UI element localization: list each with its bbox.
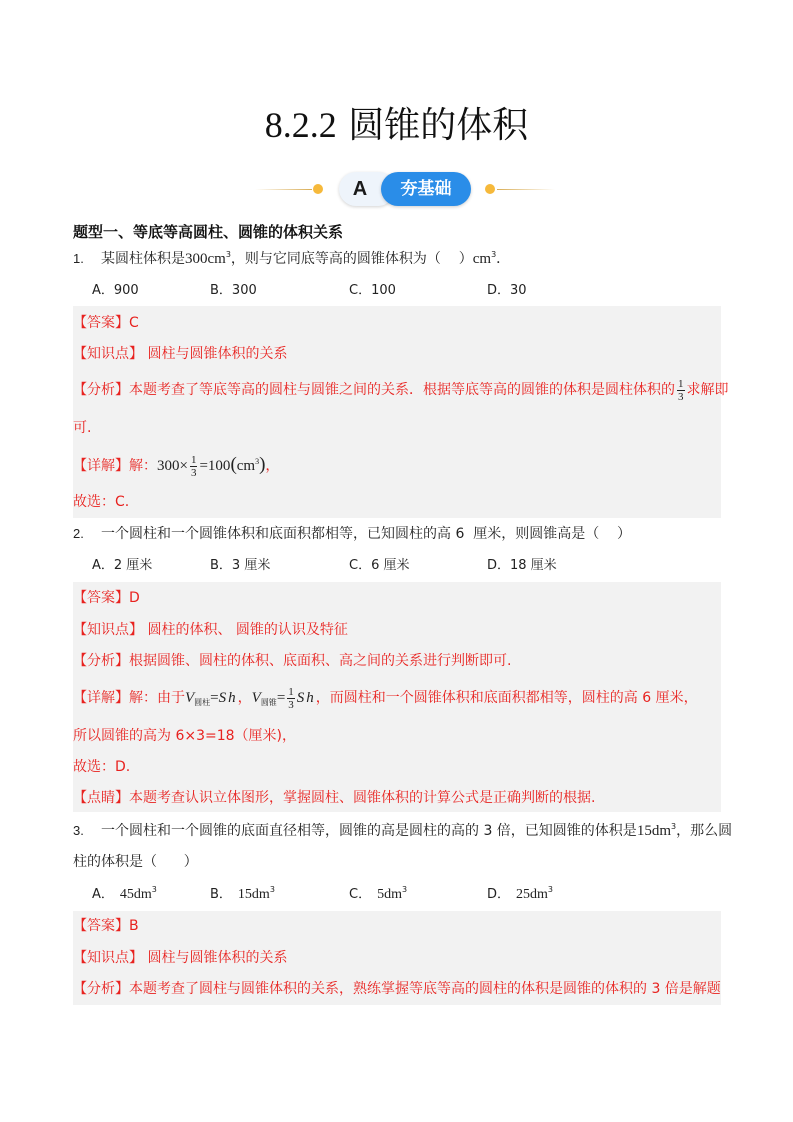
banner-label: 夯基础: [381, 172, 471, 206]
question-1-option-a: A．900: [92, 283, 139, 298]
stem-math: 15dm: [636, 823, 671, 839]
question-1-option-b: B．300: [210, 283, 257, 298]
question-2-comment: 【点睛】本题考查认识立体图形，掌握圆柱、圆锥体积的计算公式是正确判断的根据.: [73, 790, 596, 806]
stem-text: ．: [496, 251, 511, 267]
option-value: 5dm: [377, 887, 402, 902]
question-3-answer: 【答案】B: [73, 918, 139, 934]
detail-label: 【详解】解：由于: [73, 690, 185, 706]
question-3-option-a: [92, 885, 157, 905]
question-1-answer: 【答案】C: [73, 315, 139, 331]
question-2-option-a: A．2 厘米: [92, 558, 153, 573]
question-1-analysis: [73, 375, 729, 405]
banner-line-left: [255, 189, 312, 190]
fraction-numerator: 1: [190, 453, 197, 466]
question-2-option-d: D．18 厘米: [487, 558, 557, 573]
question-3-option-d: [487, 885, 553, 905]
stem-sup: 3: [670, 822, 677, 831]
fraction: [677, 378, 685, 403]
detail-text: ，: [237, 690, 252, 706]
question-2-analysis: 【分析】根据圆锥、圆柱的体积、底面积、高之间的关系进行判断即可.: [73, 653, 512, 669]
option-value: 25dm: [516, 887, 548, 902]
detail-math: =: [276, 690, 286, 706]
question-3-stem-cont: 柱的体积是（ ）: [73, 854, 198, 870]
detail-math: =100: [199, 458, 231, 474]
section-heading: 题型一、等底等高圆柱、圆锥的体积关系: [73, 223, 344, 241]
question-3-knowledge: 【知识点】 圆柱与圆锥体积的关系: [73, 950, 288, 966]
stem-sup: 3: [225, 250, 231, 259]
question-2-number: 2.: [73, 526, 84, 541]
fraction-denominator: 3: [678, 390, 684, 403]
analysis-text: 【分析】本题考查了等底等高的圆柱与圆锥之间的关系．根据等底等高的圆锥的体积是圆柱体积的: [73, 382, 675, 398]
stem-math: cm: [472, 251, 492, 267]
option-value: 45dm: [119, 887, 152, 902]
detail-math: =: [210, 690, 219, 706]
question-3-number: 3.: [73, 823, 84, 838]
detail-label: 【详解】解：: [73, 458, 157, 474]
detail-math: Sh: [218, 690, 238, 706]
page-title: [0, 100, 793, 150]
detail-sup: 3: [255, 457, 260, 466]
title-text: 圆锥的体积: [348, 105, 529, 146]
question-2-detail-cont: 所以圆锥的高为 6×3=18（厘米)，: [73, 728, 297, 744]
question-2-answer: 【答案】D: [73, 590, 140, 606]
detail-text: ，: [265, 458, 280, 474]
fraction-denominator: 3: [190, 466, 197, 479]
banner-line-right: [497, 189, 555, 190]
analysis-text: 求解即: [686, 382, 729, 398]
question-3-analysis: 【分析】本题考查了圆柱与圆锥体积的关系，熟练掌握等底等高的圆柱的体积是圆锥的体积的 3 倍是解题: [73, 981, 721, 997]
option-letter: B．: [210, 887, 232, 902]
option-value: 15dm: [237, 887, 270, 902]
question-2-option-c: C．6 厘米: [349, 558, 410, 573]
detail-math: V: [185, 690, 195, 706]
question-2-knowledge: 【知识点】 圆柱的体积、 圆锥的认识及特征: [73, 622, 348, 638]
question-1-analysis-cont: 可.: [73, 420, 92, 436]
question-2-detail: [73, 683, 698, 713]
question-3-option-b: [210, 885, 275, 905]
option-letter: D．: [487, 887, 511, 902]
detail-sub: 圆锥: [260, 698, 277, 707]
detail-math: Sh: [296, 690, 316, 706]
stem-text: ，则与它同底等高的圆锥体积为（ ）: [230, 251, 473, 267]
question-3-option-c: [349, 885, 407, 905]
question-1-option-c: C．100: [349, 283, 396, 298]
option-sup: 3: [151, 885, 157, 894]
question-1-number: 1.: [73, 251, 84, 266]
banner-letter: A: [352, 178, 368, 200]
fraction-numerator: 1: [678, 377, 684, 390]
option-letter: A．: [92, 887, 114, 902]
question-2-conclusion: 故选：D.: [73, 759, 131, 775]
option-sup: 3: [401, 885, 408, 894]
question-2-stem: 一个圆柱和一个圆锥体积和底面积都相等，已知圆柱的高 6 厘米，则圆锥高是（ ）: [101, 526, 632, 542]
fraction-numerator: 1: [288, 685, 294, 698]
stem-math: 300cm: [185, 251, 226, 267]
detail-math: V: [251, 690, 261, 706]
question-1-stem: [101, 249, 510, 269]
question-1-detail: [73, 450, 279, 480]
question-3-stem: [101, 821, 732, 841]
banner-dot-left-icon: [313, 184, 323, 194]
fraction: [190, 454, 198, 479]
title-number: 8.2.2: [264, 105, 337, 145]
stem-sup: 3: [491, 250, 497, 259]
fraction: [287, 686, 295, 711]
option-sup: 3: [547, 885, 553, 894]
paren-close: ): [259, 454, 266, 475]
fraction-denominator: 3: [288, 698, 294, 711]
stem-text: 一个圆柱和一个圆锥的底面直径相等，圆锥的高是圆柱的高的 3 倍，已知圆锥的体积是: [101, 823, 637, 839]
option-letter: C．: [349, 887, 372, 902]
paren-open: (: [230, 454, 237, 475]
question-1-knowledge: 【知识点】 圆柱与圆锥体积的关系: [73, 346, 288, 362]
question-1-option-d: D．30: [487, 283, 527, 298]
stem-text: 某圆柱体积是: [101, 251, 185, 267]
detail-text: ，而圆柱和一个圆锥体积和底面积都相等，圆柱的高 6 厘米，: [315, 690, 698, 706]
detail-math: cm: [236, 458, 256, 474]
question-1-conclusion: 故选：C.: [73, 494, 130, 510]
option-sup: 3: [269, 885, 275, 894]
detail-math: 300×: [157, 458, 188, 474]
question-2-option-b: B．3 厘米: [210, 558, 271, 573]
detail-sub: 圆柱: [194, 698, 211, 707]
stem-text: ，那么圆: [676, 823, 733, 839]
banner-dot-right-icon: [485, 184, 495, 194]
question-1-solution-box: [73, 306, 721, 518]
